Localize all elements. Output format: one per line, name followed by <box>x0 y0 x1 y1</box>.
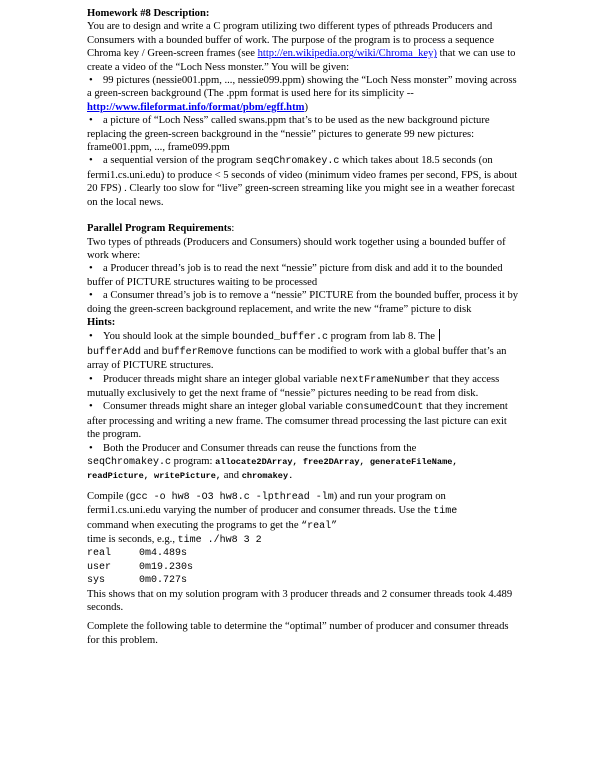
chroma-key-link[interactable]: http://en.wikipedia.org/wiki/Chroma_key) <box>257 48 437 60</box>
hint-text: Both the Producer and Consumer threads can reuse the functions from the <box>103 442 417 454</box>
given-item-background <box>87 114 519 154</box>
parallel-intro: Two types of pthreads (Producers and Consumers) should work together using a bounded buffer of work where: <box>87 236 506 261</box>
hint-text: Producer threads might share an integer global variable <box>103 373 341 385</box>
compile-instructions <box>87 490 519 548</box>
function-list-code: allocate2DArray, free2DArray, generateFileName, readPicture, writePicture, <box>87 457 458 482</box>
timing-output <box>87 547 519 587</box>
compile-text: time is seconds, e.g., <box>87 534 178 546</box>
compile-text: ) and run your program on fermi1.cs.uni.edu varying the number of producer and consumer threads. Use the <box>87 490 446 517</box>
hint-text: and <box>221 470 242 482</box>
bullet: • <box>89 115 93 127</box>
timing-value-user: 0m19.230s <box>139 561 194 573</box>
given-item-text: 99 pictures (nessie001.ppm, ..., nessie099.ppm) showing the “Loch Ness monster” moving across a green-screen background (The .ppm format is used here for its simplicity -- <box>87 75 517 100</box>
given-item-text: a picture of “Loch Ness” called swans.ppm that’s to be used as the new background picture replacing the green-screen background in the “nessie” pictures to generate 99 new pictures: frame001.ppm, ..., frame099.ppm <box>87 115 490 154</box>
nextframenumber-code: nextFrameNumber <box>340 374 431 386</box>
given-item-pictures <box>87 74 519 114</box>
hint-text: that they access mutually exclusively to get the next frame of “nessie” pictures needing to be read from disk. <box>87 373 500 399</box>
bullet: • <box>89 75 93 87</box>
consumedcount-code: consumedCount <box>345 402 424 414</box>
bufferadd-code: bufferAdd <box>87 346 142 358</box>
hint-text: functions can be modified to work with a global buffer that’s an array of PICTURE structures. <box>87 345 507 372</box>
intro-paragraph <box>87 20 519 74</box>
bullet: • <box>89 373 93 385</box>
ppm-format-link[interactable]: http://www.fileformat.info/format/pbm/egff.htm <box>87 101 305 113</box>
timing-value-real: 0m4.489s <box>139 548 188 560</box>
bullet: • <box>89 263 93 275</box>
consumer-requirement-text: a Consumer thread’s job is to remove a “nessie” PICTURE from the bounded buffer, process it by doing the green-screen background replacement, and write the new “frame” picture to disk <box>87 290 519 315</box>
compile-text: command when executing the programs to get the <box>87 519 302 531</box>
bullet: • <box>89 290 93 302</box>
timing-summary: This shows that on my solution program with 3 producer threads and 2 consumer threads took 4.489 seconds. <box>87 588 513 614</box>
time-command-word: time <box>433 506 458 518</box>
hints-heading: Hints: <box>87 316 116 328</box>
closing-paragraph: Complete the following table to determine the “optimal” number of producer and consumer threads for this problem. <box>87 621 509 646</box>
hint-text: program: <box>171 456 216 467</box>
bullet: • <box>89 331 93 343</box>
timing-label-user: user <box>87 561 112 573</box>
chromakey-function-code: chromakey. <box>241 471 294 482</box>
seqchromakey-code: seqChromakey.c <box>255 156 340 168</box>
timing-label-real: real <box>87 548 112 560</box>
intro-text-end: that we can use to create a video of the “Loch Ness monster.” You will be given: <box>87 48 516 73</box>
hint-text: and <box>141 345 162 357</box>
document-page <box>87 7 519 647</box>
consumer-requirement <box>87 289 519 316</box>
hint-bounded-buffer <box>87 329 519 372</box>
seqchromakey-code: seqChromakey.c <box>87 457 172 468</box>
bounded-buffer-code: bounded_buffer.c <box>232 332 329 344</box>
compile-command: gcc -o hw8 -O3 hw8.c -lpthread -lm <box>129 491 334 503</box>
intro-text: You are to design and write a C program utilizing two different types of pthreads Producers and Consumers with a bounded buffer of work. The purpose of the program is to process a sequence Chroma key / Green-screen frames (see <box>87 21 495 60</box>
bullet: • <box>89 401 93 413</box>
hint-text: program from lab 8. The <box>328 331 438 343</box>
given-item-text-end: which takes about 18.5 seconds (on fermi1.cs.uni.edu) to produce < 5 seconds of video (minimum video frames per second, FPS, is about 20 FPS) . Clearly too slow for “live” green-screen streaming like you might see in a weather forecast on the local news. <box>87 155 518 208</box>
text-cursor <box>439 329 440 341</box>
producer-requirement <box>87 262 519 289</box>
spacer <box>87 209 519 222</box>
hint-producer-shared <box>87 373 519 401</box>
bufferremove-code: bufferRemove <box>161 346 234 358</box>
hint-text: You should look at the simple <box>103 331 232 343</box>
parallel-heading-colon: : <box>231 223 235 235</box>
bullet: • <box>89 155 93 167</box>
real-word: “real” <box>301 520 338 532</box>
given-item-text: a sequential version of the program <box>103 155 256 167</box>
timing-value-sys: 0m0.727s <box>139 575 188 587</box>
example-command: time ./hw8 3 2 <box>177 535 262 547</box>
bullet: • <box>89 442 93 454</box>
parallel-heading-text: Parallel Program Requirements <box>87 223 232 235</box>
hint-reuse-functions <box>87 442 519 484</box>
given-item-sequential <box>87 154 519 209</box>
homework-heading: Homework #8 Description: <box>87 8 210 19</box>
compile-text: Compile ( <box>87 490 130 502</box>
hint-text: that they increment after processing and writing a new frame. The comsumer thread processing the last picture can exit the program. <box>87 401 508 441</box>
parallel-heading <box>87 222 519 235</box>
given-item-end: ) <box>304 101 308 113</box>
hint-consumer-shared <box>87 400 519 441</box>
producer-requirement-text: a Producer thread’s job is to read the next “nessie” picture from disk and add it to the bounded buffer of PICTURE structures waiting to be processed <box>87 263 503 288</box>
timing-label-sys: sys <box>87 575 106 587</box>
hint-text: Consumer threads might share an integer global variable <box>103 401 346 413</box>
